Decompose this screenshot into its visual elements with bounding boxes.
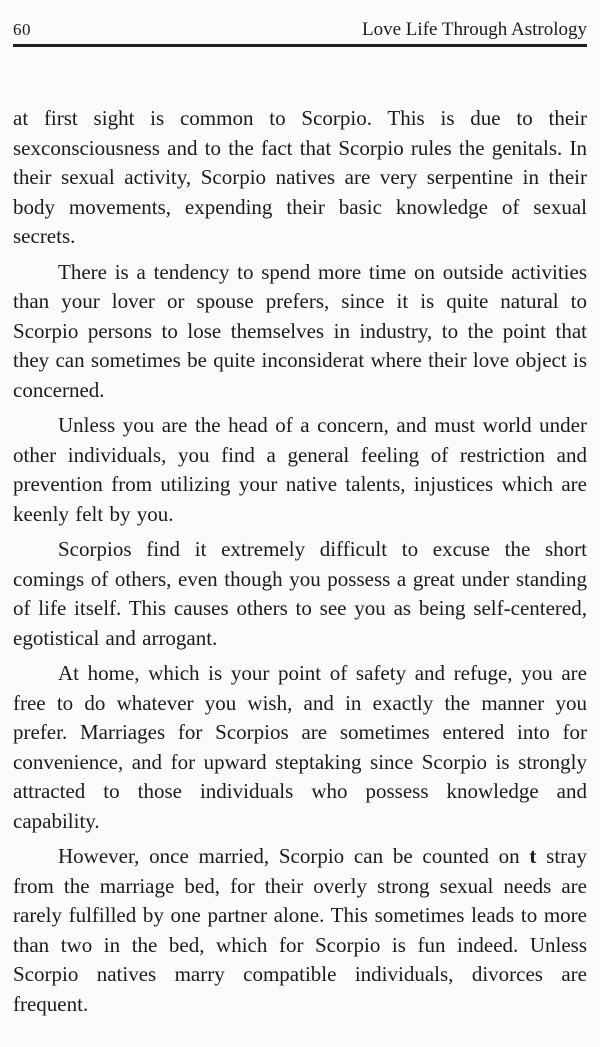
page-header (0, 0, 600, 41)
bold-stray-letter: t (529, 844, 537, 868)
page-body (13, 104, 587, 1019)
paragraph: There is a tendency to spend more time on outside activities than your lover or spouse prefers, since it is quite natural to Scorpio persons to lose themselves in industry, to the point that they can sometimes be quite inconsiderat where their love object is concerned. (13, 259, 587, 402)
paragraph: Scorpios find it extremely difficult to excuse the short comings of others, even though you possess a great under standing of life itself. This causes others to see you as being self-centered, egotistical and arrogant. (13, 537, 587, 650)
paragraph-continuation: at first sight is common to Scorpio. This is due to their sexconsciousness and to the fact that Scorpio rules the genitals. In their sexual activity, Scorpio natives are very serpentine in their body movements, expending their basic knowledge of sexual secrets. (13, 106, 587, 248)
paragraph-text-after: stray from the marriage bed, for their overly strong sexual needs are rarely fulfilled by one partner alone. This sometimes leads to more than two in the bed, which for Scorpio is fun indeed. Unless Scorpio natives marry compatible individuals, divorces are frequent. (13, 844, 587, 1016)
page-number: 60 (13, 20, 31, 39)
paragraph: Unless you are the head of a concern, and must world under other individuals, you find a general feeling of restriction and prevention from utilizing your native talents, injustices which are keenly felt by you. (13, 413, 587, 526)
paragraph-text-before: However, once married, Scorpio can be counted on (58, 844, 530, 868)
paragraph: At home, which is your point of safety and refuge, you are free to do whatever you wish, and in exactly the manner you prefer. Marriages for Scorpios are sometimes entered into for convenience, and for upward steptaking since Scorpio is strongly attracted to those individuals who possess knowledge and capability. (13, 661, 587, 833)
header-rule (13, 44, 587, 47)
paragraph-with-bold-typo (13, 842, 587, 1019)
running-title: Love Life Through Astrology (362, 19, 587, 40)
